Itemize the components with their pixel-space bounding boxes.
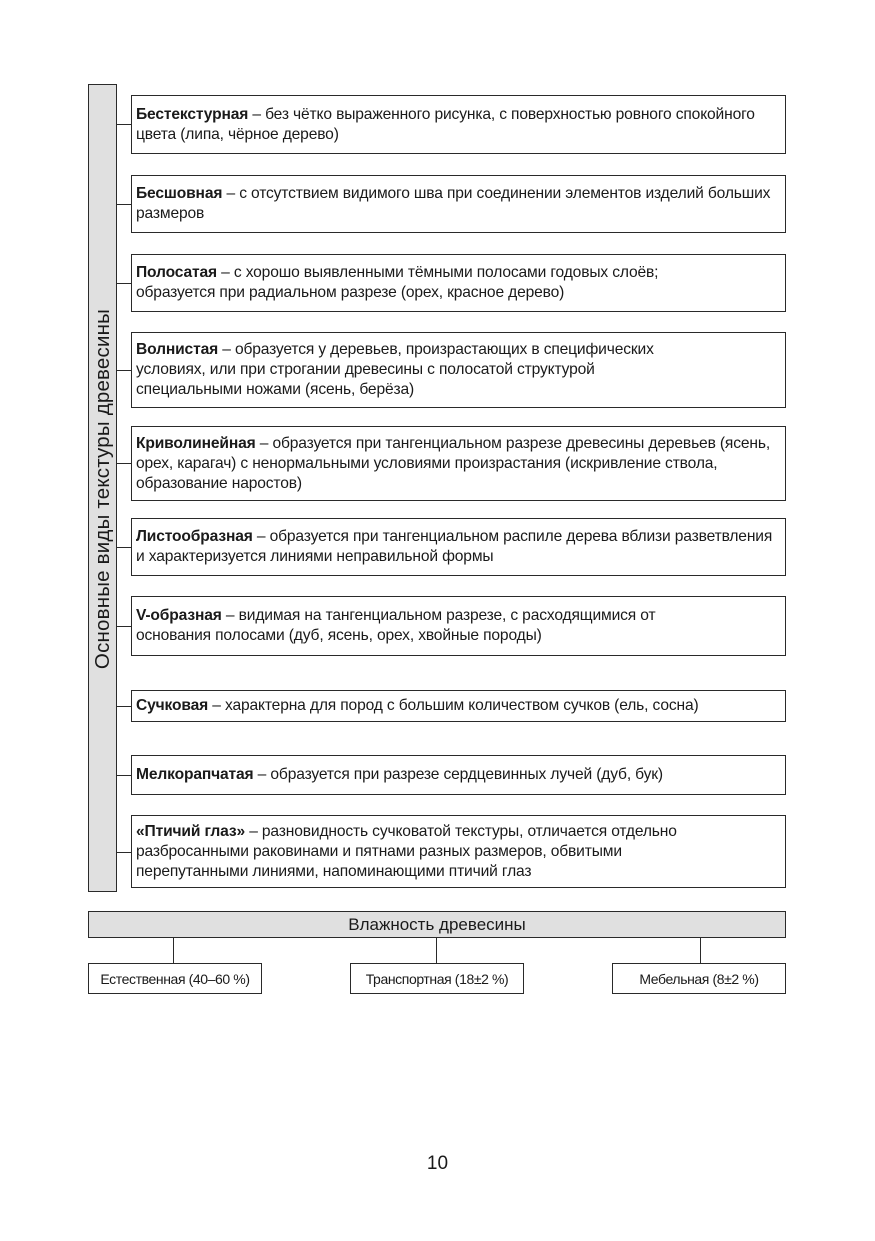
- texture-description: с отсутствием видимого шва при соединении элементов изделий больших размеров: [136, 185, 771, 222]
- connector-line: [117, 706, 131, 707]
- connector-line: [117, 204, 131, 205]
- humidity-type-furniture: Мебельная (8±2 %): [612, 963, 786, 994]
- humidity-title: Влажность древесины: [348, 914, 526, 934]
- texture-item: Криволинейная – образуется при тангенциальном разрезе древесины деревьев (ясень, орех, карагач) с ненормальными условиями произрастания (искривление ствола, образование наростов): [131, 426, 786, 501]
- texture-item: Листообразная – образуется при тангенциальном распиле дерева вблизи разветвления и характеризуется линиями неправильной формы: [131, 518, 786, 576]
- connector-line: [117, 775, 131, 776]
- texture-description: образуется при разрезе сердцевинных лучей (дуб, бук): [270, 766, 663, 783]
- texture-item: Сучковая – характерна для пород с большим количеством сучков (ель, сосна): [131, 690, 786, 722]
- texture-description: характерна для пород с большим количеством сучков (ель, сосна): [224, 697, 699, 714]
- connector-line: [117, 463, 131, 464]
- texture-description: без чётко выраженного рисунка, с поверхностью ровного спокойного цвета (липа, чёрное дерево): [136, 105, 755, 143]
- connector-line: [117, 547, 131, 548]
- texture-term: V-образная: [136, 607, 222, 624]
- connector-line: [700, 937, 701, 963]
- connector-line: [436, 937, 437, 963]
- texture-description: видимая на тангенциальном разрезе, с расходящимися от основания полосами (дуб, ясень, орех, хвойные породы): [136, 607, 656, 644]
- connector-line: [173, 937, 174, 963]
- connector-line: [117, 370, 131, 371]
- texture-term: Мелкорапчатая: [136, 766, 254, 783]
- texture-category-title: Основные виды текстуры древесины: [91, 308, 114, 670]
- connector-line: [117, 626, 131, 627]
- texture-term: «Птичий глаз»: [136, 822, 246, 840]
- connector-line: [117, 283, 131, 284]
- texture-description: образуется при тангенциальном распиле дерева вблизи разветвления и характеризуется линиями неправильной формы: [136, 528, 773, 565]
- connector-line: [117, 852, 131, 853]
- texture-description: образуется у деревьев, произрастающих в специфических условиях, или при строгании древесины с полосатой структурой специальными ножами (ясень, берёза): [136, 341, 654, 398]
- texture-term: Бестекстурная: [136, 105, 249, 123]
- texture-description: с хорошо выявленными тёмными полосами годовых слоёв; образуется при радиальном разрезе (орех, красное дерево): [136, 264, 659, 301]
- texture-term: Волнистая: [136, 341, 219, 358]
- texture-term: Криволинейная: [136, 434, 256, 452]
- texture-description: образуется при тангенциальном разрезе древесины деревьев (ясень, орех, карагач) с ненормальными условиями произрастания (искривление ствола, образование наростов): [136, 434, 771, 492]
- page-number: 10: [426, 1153, 449, 1174]
- connector-line: [117, 124, 131, 125]
- texture-term: Сучковая: [136, 697, 209, 714]
- texture-description: разновидность сучковатой текстуры, отличается отдельно разбросанными раковинами и пятнами разных размеров, обвитыми перепутанными линиями, напоминающими птичий глаз: [136, 822, 677, 880]
- texture-item: Бестекстурная – без чётко выраженного рисунка, с поверхностью ровного спокойного цвета (липа, чёрное дерево): [131, 95, 786, 154]
- texture-term: Бесшовная: [136, 185, 223, 202]
- texture-term: Полосатая: [136, 264, 217, 281]
- humidity-type-transport: Транспортная (18±2 %): [350, 963, 524, 994]
- texture-item: Мелкорапчатая – образуется при разрезе сердцевинных лучей (дуб, бук): [131, 755, 786, 795]
- texture-term: Листообразная: [136, 528, 253, 545]
- humidity-type-natural: Естественная (40–60 %): [88, 963, 262, 994]
- texture-item: Полосатая – с хорошо выявленными тёмными полосами годовых слоёв; образуется при радиальном разрезе (орех, красное дерево): [131, 254, 786, 312]
- texture-item: Бесшовная – с отсутствием видимого шва при соединении элементов изделий больших размеров: [131, 175, 786, 233]
- texture-item: Волнистая – образуется у деревьев, произрастающих в специфических условиях, или при строгании древесины с полосатой структурой специальными ножами (ясень, берёза): [131, 332, 786, 408]
- humidity-header: [88, 911, 786, 938]
- texture-item: V-образная – видимая на тангенциальном разрезе, с расходящимися от основания полосами (дуб, ясень, орех, хвойные породы): [131, 596, 786, 656]
- texture-item: «Птичий глаз» – разновидность сучковатой текстуры, отличается отдельно разбросанными раковинами и пятнами разных размеров, обвитыми перепутанными линиями, напоминающими птичий глаз: [131, 815, 786, 888]
